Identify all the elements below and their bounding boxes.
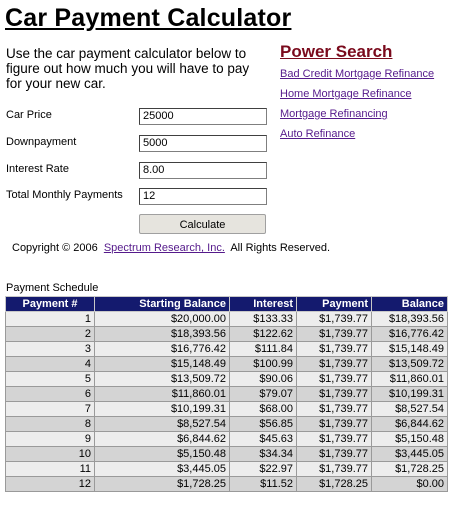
cell-balance: $1,728.25 bbox=[372, 462, 448, 477]
downpayment-input[interactable]: 5000 bbox=[139, 135, 267, 152]
table-row bbox=[6, 312, 448, 327]
cell-payment: $1,739.77 bbox=[297, 342, 372, 357]
cell-payment: $1,739.77 bbox=[297, 387, 372, 402]
link-mortgage-refinancing[interactable]: Mortgage Refinancing bbox=[280, 108, 388, 120]
page-title: Car Payment Calculator bbox=[5, 4, 292, 32]
cell-starting-balance: $3,445.05 bbox=[95, 462, 230, 477]
cell-interest: $22.97 bbox=[230, 462, 297, 477]
cell-interest: $34.34 bbox=[230, 447, 297, 462]
cell-starting-balance: $18,393.56 bbox=[95, 327, 230, 342]
cell-payment-number: 5 bbox=[6, 372, 95, 387]
downpayment-label: Downpayment bbox=[6, 136, 77, 148]
cell-balance: $13,509.72 bbox=[372, 357, 448, 372]
cell-balance: $16,776.42 bbox=[372, 327, 448, 342]
copyright-suffix: All Rights Reserved. bbox=[230, 242, 330, 254]
intro-text: Use the car payment calculator below to figure out how much you will have to pay for your new car. bbox=[6, 46, 250, 91]
cell-interest: $11.52 bbox=[230, 477, 297, 492]
cell-starting-balance: $13,509.72 bbox=[95, 372, 230, 387]
cell-payment: $1,739.77 bbox=[297, 312, 372, 327]
total-payments-input[interactable]: 12 bbox=[139, 188, 267, 205]
cell-payment-number: 8 bbox=[6, 417, 95, 432]
cell-interest: $45.63 bbox=[230, 432, 297, 447]
cell-payment: $1,739.77 bbox=[297, 417, 372, 432]
power-search-links bbox=[280, 66, 434, 146]
table-row bbox=[6, 447, 448, 462]
cell-payment-number: 10 bbox=[6, 447, 95, 462]
cell-payment: $1,728.25 bbox=[297, 477, 372, 492]
copyright-prefix: Copyright © 2006 bbox=[12, 242, 98, 254]
cell-payment-number: 3 bbox=[6, 342, 95, 357]
header-payment-number: Payment # bbox=[6, 297, 95, 312]
copyright bbox=[12, 242, 330, 254]
cell-balance: $6,844.62 bbox=[372, 417, 448, 432]
cell-interest: $122.62 bbox=[230, 327, 297, 342]
power-search-title: Power Search bbox=[280, 42, 393, 61]
cell-payment: $1,739.77 bbox=[297, 447, 372, 462]
interest-rate-label: Interest Rate bbox=[6, 163, 69, 175]
cell-balance: $5,150.48 bbox=[372, 432, 448, 447]
link-auto-refinance[interactable]: Auto Refinance bbox=[280, 128, 356, 140]
cell-balance: $15,148.49 bbox=[372, 342, 448, 357]
cell-starting-balance: $10,199.31 bbox=[95, 402, 230, 417]
spectrum-research-link[interactable]: Spectrum Research, Inc. bbox=[103, 242, 225, 254]
table-row bbox=[6, 387, 448, 402]
cell-starting-balance: $15,148.49 bbox=[95, 357, 230, 372]
header-payment: Payment bbox=[297, 297, 372, 312]
cell-balance: $18,393.56 bbox=[372, 312, 448, 327]
cell-payment: $1,739.77 bbox=[297, 432, 372, 447]
cell-starting-balance: $5,150.48 bbox=[95, 447, 230, 462]
calculate-button[interactable]: Calculate bbox=[139, 214, 266, 234]
table-row bbox=[6, 372, 448, 387]
car-price-input[interactable]: 25000 bbox=[139, 108, 267, 125]
cell-payment-number: 11 bbox=[6, 462, 95, 477]
header-balance: Balance bbox=[372, 297, 448, 312]
cell-starting-balance: $16,776.42 bbox=[95, 342, 230, 357]
table-row bbox=[6, 402, 448, 417]
cell-interest: $111.84 bbox=[230, 342, 297, 357]
table-header-row bbox=[6, 297, 448, 312]
table-row bbox=[6, 417, 448, 432]
payment-schedule-table bbox=[5, 296, 448, 492]
cell-payment: $1,739.77 bbox=[297, 327, 372, 342]
link-bad-credit-mortgage-refinance[interactable]: Bad Credit Mortgage Refinance bbox=[280, 68, 435, 80]
link-home-mortgage-refinance[interactable]: Home Mortgage Refinance bbox=[280, 88, 412, 100]
cell-payment: $1,739.77 bbox=[297, 462, 372, 477]
cell-interest: $100.99 bbox=[230, 357, 297, 372]
table-row bbox=[6, 462, 448, 477]
cell-balance: $11,860.01 bbox=[372, 372, 448, 387]
cell-balance: $10,199.31 bbox=[372, 387, 448, 402]
cell-balance: $8,527.54 bbox=[372, 402, 448, 417]
cell-payment: $1,739.77 bbox=[297, 372, 372, 387]
cell-payment-number: 2 bbox=[6, 327, 95, 342]
cell-starting-balance: $11,860.01 bbox=[95, 387, 230, 402]
total-payments-label: Total Monthly Payments bbox=[6, 189, 123, 201]
cell-interest: $79.07 bbox=[230, 387, 297, 402]
cell-starting-balance: $8,527.54 bbox=[95, 417, 230, 432]
cell-payment-number: 12 bbox=[6, 477, 95, 492]
cell-payment-number: 4 bbox=[6, 357, 95, 372]
table-row bbox=[6, 477, 448, 492]
table-row bbox=[6, 327, 448, 342]
cell-payment-number: 1 bbox=[6, 312, 95, 327]
header-starting-balance: Starting Balance bbox=[95, 297, 230, 312]
table-row bbox=[6, 342, 448, 357]
cell-interest: $90.06 bbox=[230, 372, 297, 387]
cell-balance: $3,445.05 bbox=[372, 447, 448, 462]
interest-rate-input[interactable]: 8.00 bbox=[139, 162, 267, 179]
cell-starting-balance: $1,728.25 bbox=[95, 477, 230, 492]
cell-interest: $68.00 bbox=[230, 402, 297, 417]
cell-interest: $56.85 bbox=[230, 417, 297, 432]
table-row bbox=[6, 432, 448, 447]
cell-interest: $133.33 bbox=[230, 312, 297, 327]
table-row bbox=[6, 357, 448, 372]
cell-payment-number: 6 bbox=[6, 387, 95, 402]
cell-payment: $1,739.77 bbox=[297, 357, 372, 372]
payment-schedule-label: Payment Schedule bbox=[6, 282, 99, 294]
cell-balance: $0.00 bbox=[372, 477, 448, 492]
cell-payment: $1,739.77 bbox=[297, 402, 372, 417]
cell-payment-number: 9 bbox=[6, 432, 95, 447]
cell-payment-number: 7 bbox=[6, 402, 95, 417]
cell-starting-balance: $20,000.00 bbox=[95, 312, 230, 327]
header-interest: Interest bbox=[230, 297, 297, 312]
cell-starting-balance: $6,844.62 bbox=[95, 432, 230, 447]
car-price-label: Car Price bbox=[6, 109, 52, 121]
